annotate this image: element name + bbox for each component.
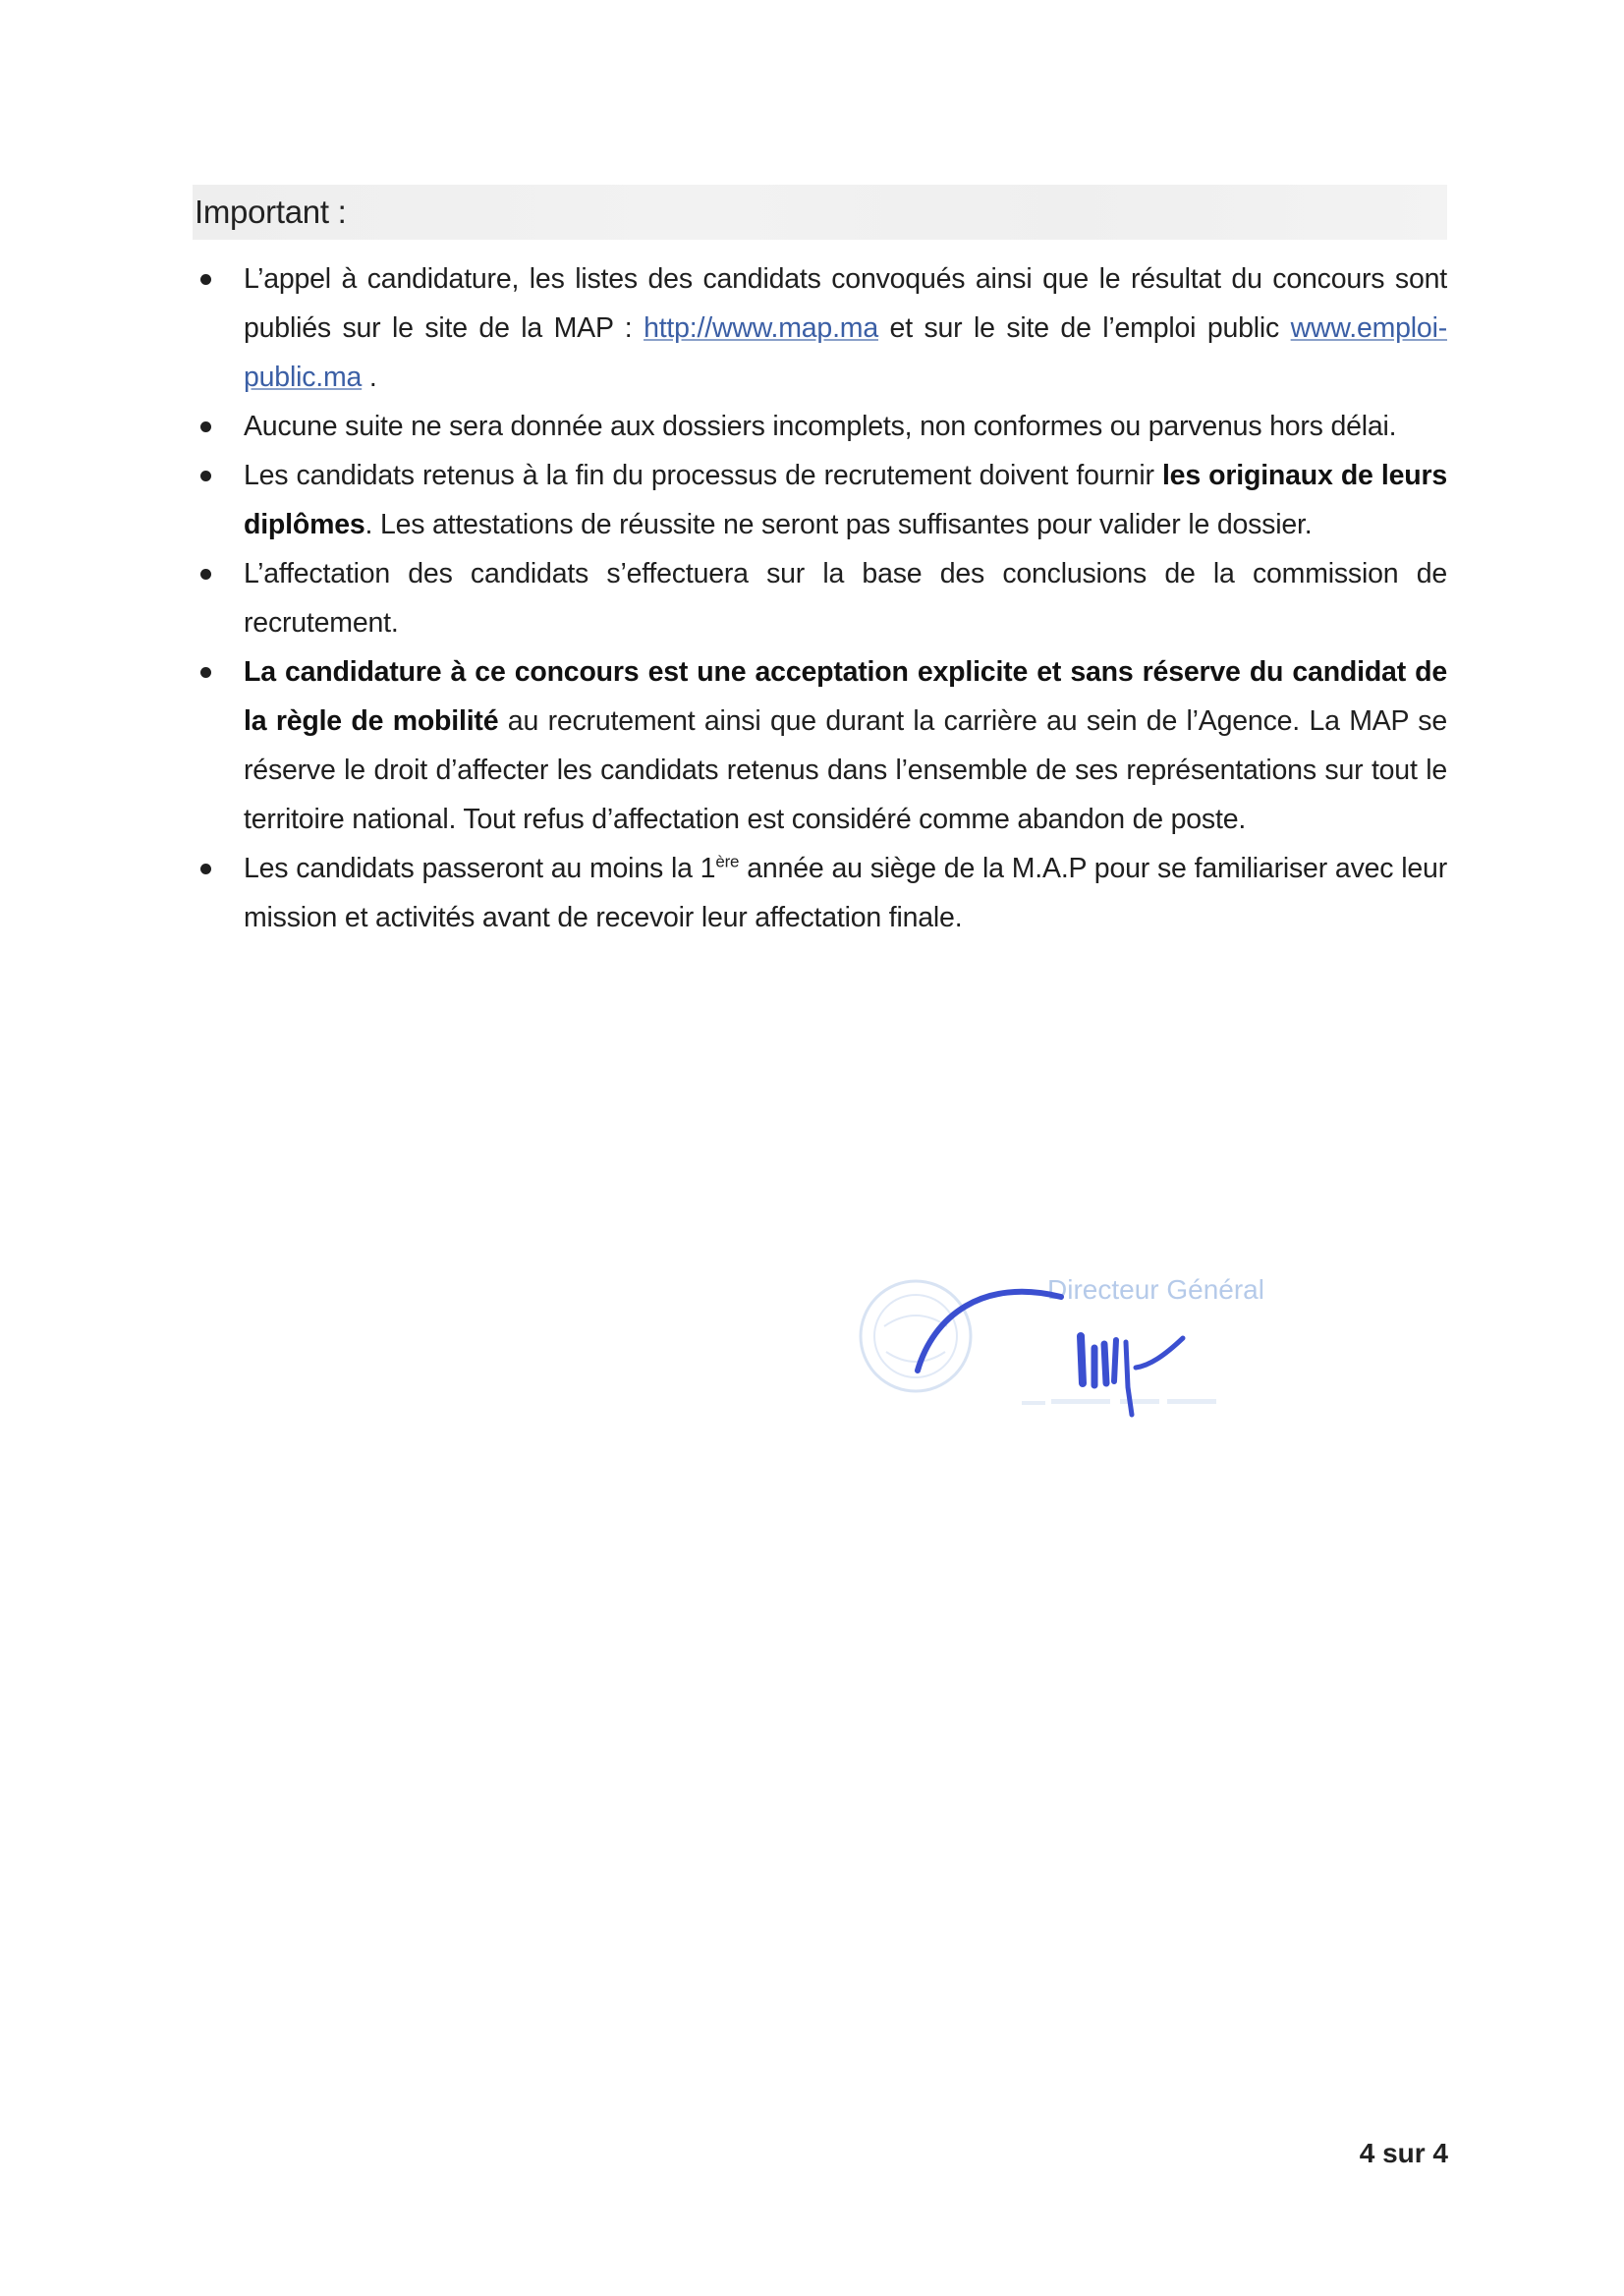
list-item: [193, 549, 1447, 647]
stamp-second-line: [1022, 1399, 1216, 1405]
item-text: . Les attestations de réussite ne seront pas suffisantes pour valider le dossier.: [364, 509, 1313, 540]
list-item: [193, 647, 1447, 844]
page-number: 4 sur 4: [1359, 2138, 1448, 2168]
list-item: [193, 451, 1447, 549]
stamp-title: Directeur Général: [1047, 1274, 1264, 1305]
bullet-icon: [200, 471, 211, 481]
item-text: et sur le site de l’emploi public: [878, 312, 1291, 344]
item-text: Les candidats passeront au moins la 1: [244, 853, 716, 884]
signature-stamp: [855, 1258, 1307, 1425]
important-heading: Important :: [195, 194, 347, 230]
list-item: [193, 254, 1447, 402]
important-points-list: [193, 254, 1447, 942]
item-text: Aucune suite ne sera donnée aux dossiers incomplets, non conformes ou parvenus hors délai.: [244, 411, 1397, 442]
item-text: L’appel à candidature, les listes des candidats convoqués ainsi que le résultat du concours sont publiés sur le site de la MAP :: [244, 263, 1447, 344]
item-bold-text: les originaux de leurs diplômes: [244, 460, 1448, 540]
item-text: au recrutement ainsi que durant la carrière au sein de l’Agence. La MAP se réserve le droit d’affecter les candidats retenus dans l’ensemble de ses représentations sur tout le territoire national. Tout refus d’affectation est considéré comme abandon de poste.: [244, 705, 1447, 835]
emploi-public-link[interactable]: www.emploi-public.ma: [244, 312, 1447, 393]
bullet-icon: [200, 569, 211, 580]
item-text: L’affectation des candidats s’effectuera sur la base des conclusions de la commission de recrutement.: [244, 558, 1447, 639]
bullet-icon: [200, 864, 211, 874]
ordinal-superscript: ère: [715, 852, 740, 871]
bullet-icon: [200, 667, 211, 678]
item-text: .: [362, 362, 377, 393]
item-text: Les candidats retenus à la fin du processus de recrutement doivent fournir: [244, 460, 1162, 491]
list-item: [193, 844, 1447, 942]
handwritten-signature: [918, 1292, 1183, 1415]
stamp-seal-icon: [861, 1281, 971, 1391]
map-site-link[interactable]: http://www.map.ma: [644, 312, 878, 344]
bullet-icon: [200, 421, 211, 432]
item-bold-text: La candidature à ce concours est une acceptation explicite et sans réserve du candidat de la règle de mobilité: [244, 656, 1447, 737]
item-text: année au siège de la M.A.P pour se familiariser avec leur mission et activités avant de recevoir leur affectation finale.: [244, 853, 1447, 933]
list-item: [193, 402, 1447, 451]
important-heading-band: [193, 185, 1447, 240]
bullet-icon: [200, 274, 211, 285]
